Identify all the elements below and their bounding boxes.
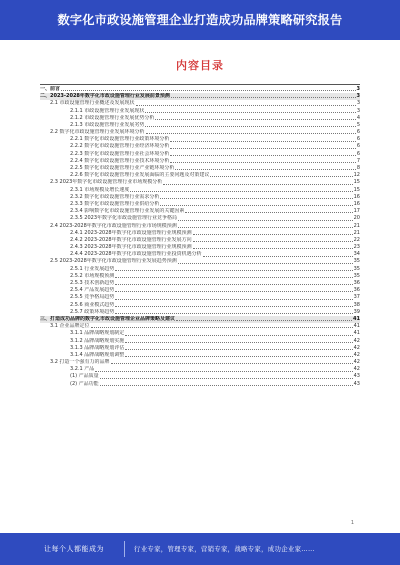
toc-dot-leader bbox=[163, 184, 352, 185]
toc-dot-leader bbox=[91, 327, 353, 328]
toc-entry-title: 2.5.2 市场规模预测 bbox=[70, 272, 115, 279]
footer-tagline: 让每个人都能成为 bbox=[44, 545, 104, 553]
toc-entry-title: 2.4.4 2023-2028年数字化市政设施管理行业投资机遇分析 bbox=[70, 251, 202, 258]
toc-dot-leader bbox=[185, 212, 352, 213]
toc-entry-title: 2.4.2 2023-2028年数字化市政设施管理行业发展方向 bbox=[70, 236, 192, 243]
toc-entry[interactable] bbox=[40, 374, 360, 381]
toc-dot-leader bbox=[111, 363, 353, 364]
toc-dot-leader bbox=[115, 277, 352, 278]
toc-entry[interactable] bbox=[40, 187, 360, 194]
toc-entry-title: 2.2.2 数字化市政设施管理行业经济环境分析 bbox=[70, 143, 170, 150]
toc-dot-leader bbox=[203, 256, 353, 257]
toc-entry-page: 3 bbox=[356, 100, 360, 107]
toc-top-rule bbox=[40, 84, 360, 85]
toc-dot-leader bbox=[170, 141, 355, 142]
toc-entry-page: 41 bbox=[353, 330, 360, 337]
toc-entry-page: 22 bbox=[353, 236, 360, 243]
toc-entry-page: 15 bbox=[353, 186, 360, 193]
toc-entry-title: 2.5.5 竞争格局趋势 bbox=[70, 294, 115, 301]
toc-entry-page: 36 bbox=[353, 287, 360, 294]
toc-entry-page: 42 bbox=[353, 344, 360, 351]
toc-dot-leader bbox=[115, 291, 352, 292]
toc-entry[interactable] bbox=[40, 230, 360, 237]
toc-entry-page: 39 bbox=[353, 308, 360, 315]
footer-divider bbox=[124, 541, 125, 557]
toc-entry[interactable] bbox=[40, 93, 360, 100]
toc-entry-title: 2.3.5 2023年数字化市政设施管理行业竞争格局 bbox=[70, 215, 178, 222]
toc-entry-title: 3.2 打造一个强有力的品牌 bbox=[50, 359, 110, 366]
toc-heading: 内容目录 bbox=[176, 59, 224, 72]
toc-entry-title: 2.3.3 数字化市政设施管理行业供给分析 bbox=[70, 200, 160, 207]
toc-dot-leader bbox=[125, 356, 352, 357]
toc-entry[interactable] bbox=[40, 330, 360, 337]
toc-entry-title: 3.1.1 品牌战略规划制定 bbox=[70, 330, 125, 337]
toc-entry-page: 42 bbox=[353, 351, 360, 358]
toc-dot-leader bbox=[193, 248, 353, 249]
toc-entry[interactable] bbox=[40, 273, 360, 280]
toc-entry[interactable] bbox=[40, 208, 360, 215]
toc-dot-leader bbox=[145, 112, 355, 113]
toc-entry-page: 5 bbox=[356, 121, 360, 128]
toc-entry-page: 36 bbox=[353, 280, 360, 287]
toc-entry[interactable] bbox=[40, 280, 360, 287]
toc-dot-leader bbox=[170, 162, 355, 163]
toc-entry[interactable] bbox=[40, 223, 360, 230]
toc-entry-page: 43 bbox=[353, 373, 360, 380]
toc-entry-title: 2.3.2 数字化市政设施管理行业需求分析 bbox=[70, 193, 160, 200]
toc-entry-page: 42 bbox=[353, 359, 360, 366]
toc-dot-leader bbox=[193, 234, 353, 235]
toc-entry-page: 41 bbox=[353, 323, 360, 330]
toc-entry-page: 23 bbox=[353, 244, 360, 251]
toc-entry[interactable] bbox=[40, 302, 360, 309]
toc-dot-leader bbox=[170, 155, 355, 156]
toc-entry-page: 42 bbox=[353, 366, 360, 373]
toc-entry-page: 8 bbox=[356, 165, 360, 172]
toc-entry[interactable] bbox=[40, 251, 360, 258]
toc-dot-leader bbox=[95, 371, 352, 372]
toc-dot-leader bbox=[136, 105, 356, 106]
toc-dot-leader bbox=[115, 313, 352, 314]
toc-entry[interactable] bbox=[40, 194, 360, 201]
toc-entry[interactable] bbox=[40, 86, 360, 93]
toc-dot-leader bbox=[160, 205, 352, 206]
toc-entry-title: 2.5.4 产品发展趋势 bbox=[70, 287, 115, 294]
toc-entry-page: 21 bbox=[353, 229, 360, 236]
toc-dot-leader bbox=[100, 378, 353, 379]
toc-dot-leader bbox=[178, 263, 353, 264]
toc-entry-title: 三、打造成功品牌的数字化市政设施管理企业品牌策略及建议 bbox=[40, 315, 176, 322]
toc-entry-title: 2.3 2023年数字化市政设施管理行业市场规模分析 bbox=[50, 179, 163, 186]
toc-entry-title: 2.5.3 技术创新趋势 bbox=[70, 280, 115, 287]
toc-entry[interactable] bbox=[40, 237, 360, 244]
toc-entry-page: 3 bbox=[356, 85, 360, 92]
toc-entry-title: 二、2023-2028年数字化市政设施管理行业发展前景预测 bbox=[40, 93, 170, 100]
toc-entry[interactable] bbox=[40, 172, 360, 179]
footer-banner bbox=[0, 533, 400, 565]
toc-dot-leader bbox=[125, 342, 352, 343]
toc-dot-leader bbox=[210, 176, 352, 177]
toc-dot-leader bbox=[176, 320, 352, 321]
toc-entry[interactable] bbox=[40, 266, 360, 273]
toc-entry-page: 15 bbox=[353, 179, 360, 186]
toc-entry[interactable] bbox=[40, 294, 360, 301]
toc-entry-page: 16 bbox=[353, 193, 360, 200]
toc-dot-leader bbox=[178, 220, 353, 221]
toc-entry-title: 2.5.7 政策环境趋势 bbox=[70, 308, 115, 315]
toc-entry[interactable] bbox=[40, 309, 360, 316]
toc-entry-title: 2.2.6 数字化市政设施管理行业发展面临的主要问题及对策建议 bbox=[70, 172, 210, 179]
toc-entry-title: 2.2.3 数字化市政设施管理行业社会环境分析 bbox=[70, 150, 170, 157]
toc-entry-page: 20 bbox=[353, 215, 360, 222]
toc-entry-title: 2.3.1 市场规模及增长速度 bbox=[70, 186, 130, 193]
toc-dot-leader bbox=[100, 385, 353, 386]
toc-dot-leader bbox=[175, 169, 355, 170]
toc-entry-title: 3.1 企业品牌定位 bbox=[50, 323, 90, 330]
toc-entry-title: 2.4.1 2023-2028年数字化市政设施管理行业规模预测 bbox=[70, 229, 192, 236]
toc-entry-title: 2.5.1 行业发展趋势 bbox=[70, 265, 115, 272]
toc-entry-title: 2.1.2 市政设施管理行业发展优势分析 bbox=[70, 114, 155, 121]
toc-entry-title: 2.2.4 数字化市政设施管理行业技术环境分析 bbox=[70, 157, 170, 164]
toc-entry-page: 3 bbox=[356, 107, 360, 114]
toc-entry[interactable] bbox=[40, 345, 360, 352]
toc-entry-page: 41 bbox=[353, 315, 360, 322]
report-header-banner bbox=[0, 0, 400, 40]
toc-entry[interactable] bbox=[40, 215, 360, 222]
toc-entry-page: 6 bbox=[356, 143, 360, 150]
toc-entry-title: 3.1.4 品牌战略规划调整 bbox=[70, 351, 125, 358]
toc-entry-page: 21 bbox=[353, 222, 360, 229]
toc-dot-leader bbox=[115, 299, 352, 300]
toc-entry-page: 42 bbox=[353, 337, 360, 344]
toc-entry[interactable] bbox=[40, 359, 360, 366]
toc-entry-title: 2.5 2023-2028年数字化市政设施管理行业发展趋势预测 bbox=[50, 258, 177, 265]
toc-entry-title: (1) 产品质量 bbox=[70, 373, 99, 380]
toc-entry-page: 16 bbox=[353, 200, 360, 207]
footer-slogan: 行业专家，管理专家，营销专家，战略专家，成功企业家…… bbox=[134, 545, 315, 553]
toc-entry[interactable] bbox=[40, 259, 360, 266]
report-title: 数字化市政设施管理企业打造成功品牌策略研究报告 bbox=[57, 13, 343, 27]
toc-entry[interactable] bbox=[40, 338, 360, 345]
toc-dot-leader bbox=[155, 119, 355, 120]
toc-entry[interactable] bbox=[40, 352, 360, 359]
page-number: 1 bbox=[350, 520, 354, 526]
toc-entry[interactable] bbox=[40, 179, 360, 186]
table-of-contents bbox=[40, 86, 360, 388]
toc-entry-page: 6 bbox=[356, 136, 360, 143]
toc-entry-title: 2.3.4 影响数字化市政设施管理行业发展的关键因素 bbox=[70, 208, 185, 215]
toc-entry[interactable] bbox=[40, 366, 360, 373]
toc-entry-page: 4 bbox=[356, 114, 360, 121]
toc-dot-leader bbox=[115, 306, 352, 307]
toc-dot-leader bbox=[171, 97, 356, 98]
toc-entry[interactable] bbox=[40, 244, 360, 251]
toc-dot-leader bbox=[115, 284, 352, 285]
toc-entry-page: 3 bbox=[356, 93, 360, 100]
toc-entry[interactable] bbox=[40, 158, 360, 165]
toc-entry-title: 2.2 数字化市政设施管理行业发展环境分析 bbox=[50, 129, 145, 136]
toc-entry-title: 2.1.3 市政设施管理行业发展劣势 bbox=[70, 121, 145, 128]
toc-dot-leader bbox=[145, 126, 355, 127]
toc-entry[interactable] bbox=[40, 165, 360, 172]
toc-entry[interactable] bbox=[40, 108, 360, 115]
toc-dot-leader bbox=[125, 335, 352, 336]
toc-entry[interactable] bbox=[40, 144, 360, 151]
toc-entry-page: 35 bbox=[353, 265, 360, 272]
toc-entry[interactable] bbox=[40, 136, 360, 143]
toc-entry-page: 6 bbox=[356, 129, 360, 136]
toc-entry-title: 2.4 2023-2028年数字化市政设施管理行业市场规模预测 bbox=[50, 222, 177, 229]
toc-entry[interactable] bbox=[40, 100, 360, 107]
toc-dot-leader bbox=[160, 198, 352, 199]
toc-entry-page: 35 bbox=[353, 258, 360, 265]
toc-entry[interactable] bbox=[40, 151, 360, 158]
toc-entry-page: 12 bbox=[353, 172, 360, 179]
toc-entry[interactable] bbox=[40, 122, 360, 129]
toc-entry-title: 2.5.6 商业模式趋势 bbox=[70, 301, 115, 308]
toc-entry[interactable] bbox=[40, 129, 360, 136]
toc-entry-page: 43 bbox=[353, 380, 360, 387]
toc-entry-title: 2.1.1 市政设施管理行业发展现状 bbox=[70, 107, 145, 114]
toc-entry[interactable] bbox=[40, 381, 360, 388]
toc-entry-page: 17 bbox=[353, 208, 360, 215]
toc-entry[interactable] bbox=[40, 201, 360, 208]
toc-entry-title: 2.4.3 2023-2028年数字化市政设施管理行业规模预测 bbox=[70, 244, 192, 251]
toc-entry-title: (2) 产品功能 bbox=[70, 380, 99, 387]
toc-entry-page: 7 bbox=[356, 157, 360, 164]
toc-entry-page: 38 bbox=[353, 301, 360, 308]
toc-dot-leader bbox=[146, 133, 356, 134]
toc-entry-page: 35 bbox=[353, 272, 360, 279]
toc-entry-title: 2.1 市政设施管理行业概述及发展现状 bbox=[50, 100, 135, 107]
toc-entry[interactable] bbox=[40, 115, 360, 122]
toc-entry[interactable] bbox=[40, 316, 360, 323]
toc-entry[interactable] bbox=[40, 323, 360, 330]
toc-entry-title: 一、前言 bbox=[40, 85, 61, 92]
toc-dot-leader bbox=[125, 349, 352, 350]
toc-entry-title: 2.2.1 数字化市政设施管理行业政策环境分析 bbox=[70, 136, 170, 143]
toc-entry-title: 2.2.5 数字化市政设施管理行业产业链环境分析 bbox=[70, 165, 175, 172]
toc-dot-leader bbox=[193, 241, 353, 242]
toc-entry-title: 3.1.3 品牌战略规划评估 bbox=[70, 344, 125, 351]
toc-entry-page: 37 bbox=[353, 294, 360, 301]
toc-entry-title: 3.2.1 产品 bbox=[70, 366, 95, 373]
toc-entry[interactable] bbox=[40, 287, 360, 294]
toc-dot-leader bbox=[115, 270, 352, 271]
toc-dot-leader bbox=[170, 148, 355, 149]
toc-dot-leader bbox=[130, 191, 352, 192]
toc-entry-title: 3.1.2 品牌战略规划实施 bbox=[70, 337, 125, 344]
toc-dot-leader bbox=[178, 227, 353, 228]
toc-entry-page: 6 bbox=[356, 150, 360, 157]
toc-dot-leader bbox=[61, 90, 356, 91]
toc-entry-page: 34 bbox=[353, 251, 360, 258]
